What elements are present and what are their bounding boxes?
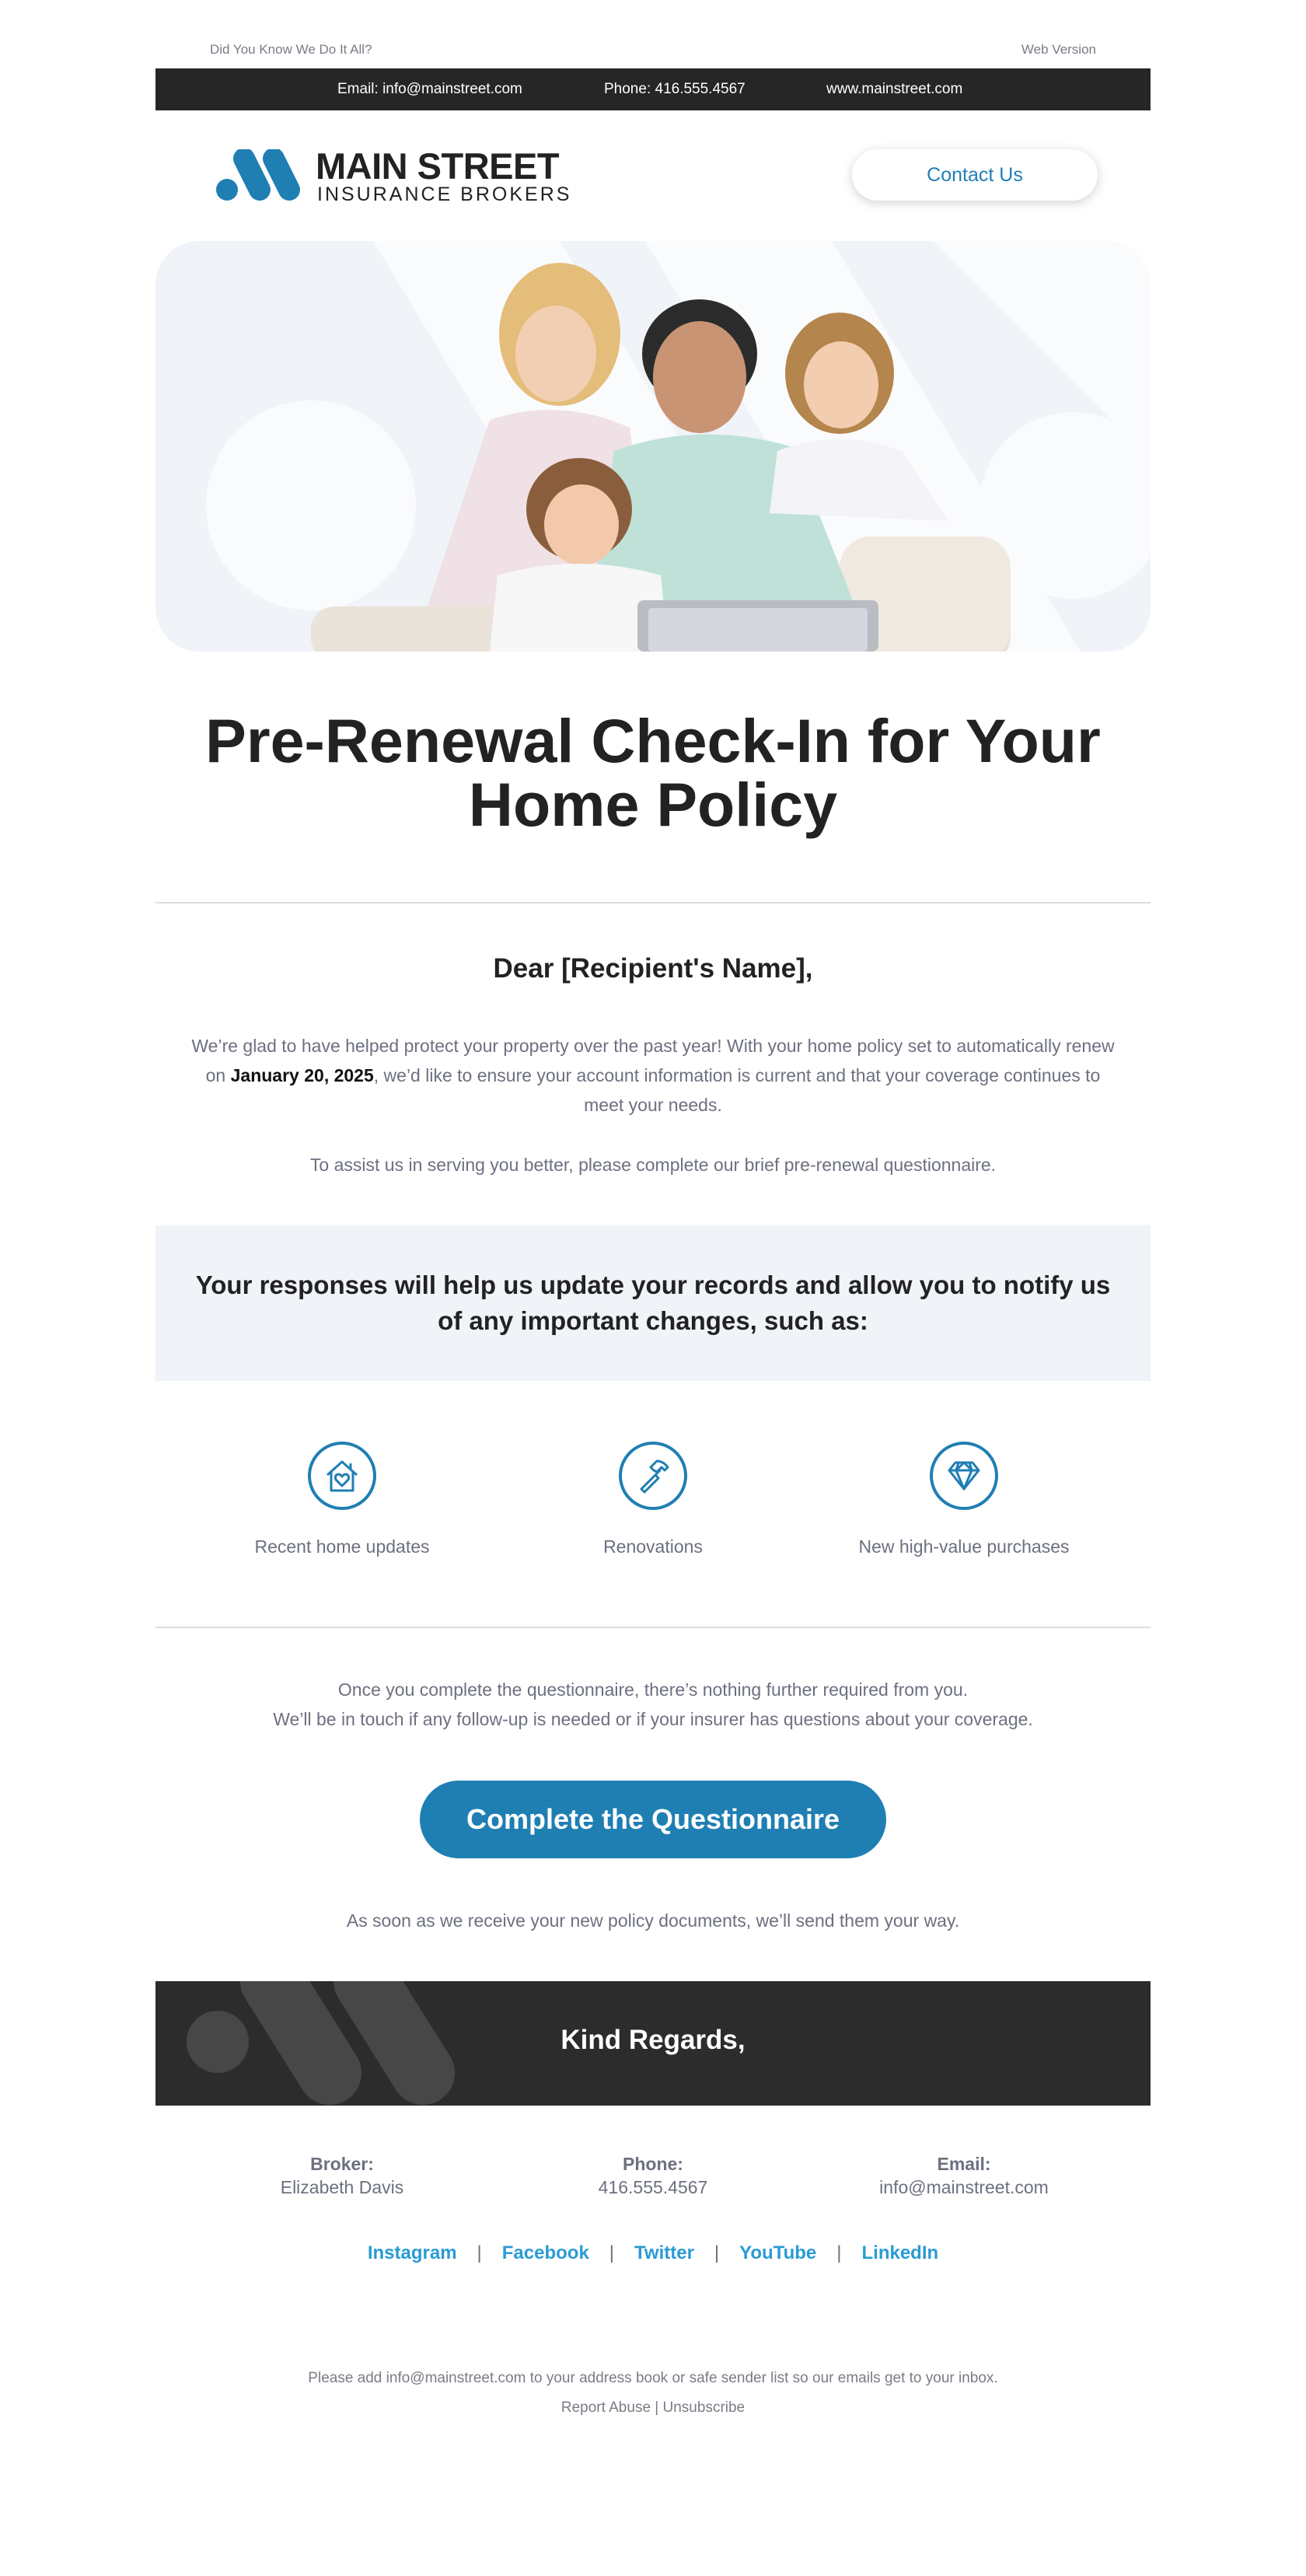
broker-info [187, 2152, 498, 2199]
social-separator: | [714, 2242, 720, 2263]
unsubscribe-link[interactable]: Unsubscribe [662, 2399, 746, 2416]
feature-renovations [505, 1442, 801, 1557]
topbar-email[interactable]: Email: info@mainstreet.com [337, 81, 522, 97]
footer-link-divider: | [655, 2399, 659, 2416]
phone-value[interactable]: 416.555.4567 [598, 2177, 708, 2197]
hero-image [155, 241, 1151, 652]
intro-text-end: , we’d like to ensure your account information is current and that your coverage continues to meet your needs. [373, 1065, 1101, 1115]
social-separator: | [609, 2242, 615, 2263]
main-street-logo-icon [215, 149, 308, 204]
email-info [808, 2152, 1119, 2199]
divider [155, 1627, 1151, 1628]
contact-us-button[interactable]: Contact Us [852, 149, 1098, 201]
phone-info [498, 2152, 808, 2199]
footer-links [155, 2399, 1151, 2417]
home-heart-icon [308, 1442, 376, 1510]
questionnaire-request: To assist us in serving you better, please complete our brief pre-renewal questionnaire. [309, 1155, 997, 1175]
feature-label: New high-value purchases [858, 1536, 1070, 1557]
greeting: Dear [Recipient's Name], [493, 953, 813, 984]
after-cta-text: As soon as we receive your new policy documents, we’ll send them your way. [346, 1910, 960, 1931]
intro-text-start: We’re glad to have helped protect your property over the past year! With your home policy set to automatically renew on [191, 1036, 1115, 1085]
followup-line-2: We’ll be in touch if any follow-up is needed or if your insurer has questions about your coverage. [273, 1709, 1033, 1729]
contact-bar [155, 68, 1151, 110]
email-label: Email: [937, 2154, 991, 2174]
social-links [155, 2242, 1151, 2264]
followup-text [187, 1675, 1119, 1734]
title-line-1: Pre-Renewal Check-In for Your [205, 706, 1101, 775]
web-version-link[interactable]: Web Version [1021, 42, 1096, 57]
callout-panel: Your responses will help us update your records and allow you to notify us of any important changes, such as: [155, 1225, 1151, 1381]
page-title [155, 706, 1151, 839]
brand-name: MAIN STREET [316, 145, 560, 187]
feature-new-high-value-purchases [816, 1442, 1112, 1557]
footer-band [155, 1981, 1151, 2106]
complete-questionnaire-button[interactable]: Complete the Questionnaire [420, 1781, 886, 1858]
feature-recent-home-updates [194, 1442, 490, 1557]
hammer-icon [619, 1442, 687, 1510]
twitter-link[interactable]: Twitter [634, 2242, 694, 2263]
broker-name: Elizabeth Davis [280, 2177, 404, 2197]
facebook-link[interactable]: Facebook [501, 2242, 589, 2263]
followup-line-1: Once you complete the questionnaire, there’s nothing further required from you. [337, 1679, 969, 1700]
family-photo-illustration [155, 241, 1151, 652]
social-separator: | [477, 2242, 482, 2263]
brand-logo[interactable] [215, 145, 572, 207]
feature-label: Renovations [603, 1536, 703, 1557]
report-abuse-link[interactable]: Report Abuse [560, 2399, 651, 2416]
topbar-website[interactable]: www.mainstreet.com [826, 81, 963, 97]
email-value[interactable]: info@mainstreet.com [879, 2177, 1049, 2197]
youtube-link[interactable]: YouTube [739, 2242, 817, 2263]
title-line-2: Home Policy [468, 770, 838, 839]
topbar-phone[interactable]: Phone: 416.555.4567 [604, 81, 746, 97]
divider [155, 902, 1151, 904]
diamond-icon [930, 1442, 998, 1510]
instagram-link[interactable]: Instagram [367, 2242, 457, 2263]
preheader [155, 42, 1151, 61]
social-separator: | [836, 2242, 842, 2263]
broker-label: Broker: [310, 2154, 374, 2174]
kind-regards: Kind Regards, [560, 2025, 746, 2055]
intro-paragraph [187, 1031, 1119, 1120]
preheader-tagline: Did You Know We Do It All? [210, 42, 372, 57]
safe-sender-notice: Please add info@mainstreet.com to your address book or safe sender list so our emails get to your inbox. [308, 2370, 998, 2386]
renewal-date: January 20, 2025 [230, 1065, 374, 1085]
feature-label: Recent home updates [254, 1536, 430, 1557]
linkedin-link[interactable]: LinkedIn [861, 2242, 939, 2263]
phone-label: Phone: [623, 2154, 683, 2174]
brand-subtitle: INSURANCE BROKERS [317, 184, 572, 205]
